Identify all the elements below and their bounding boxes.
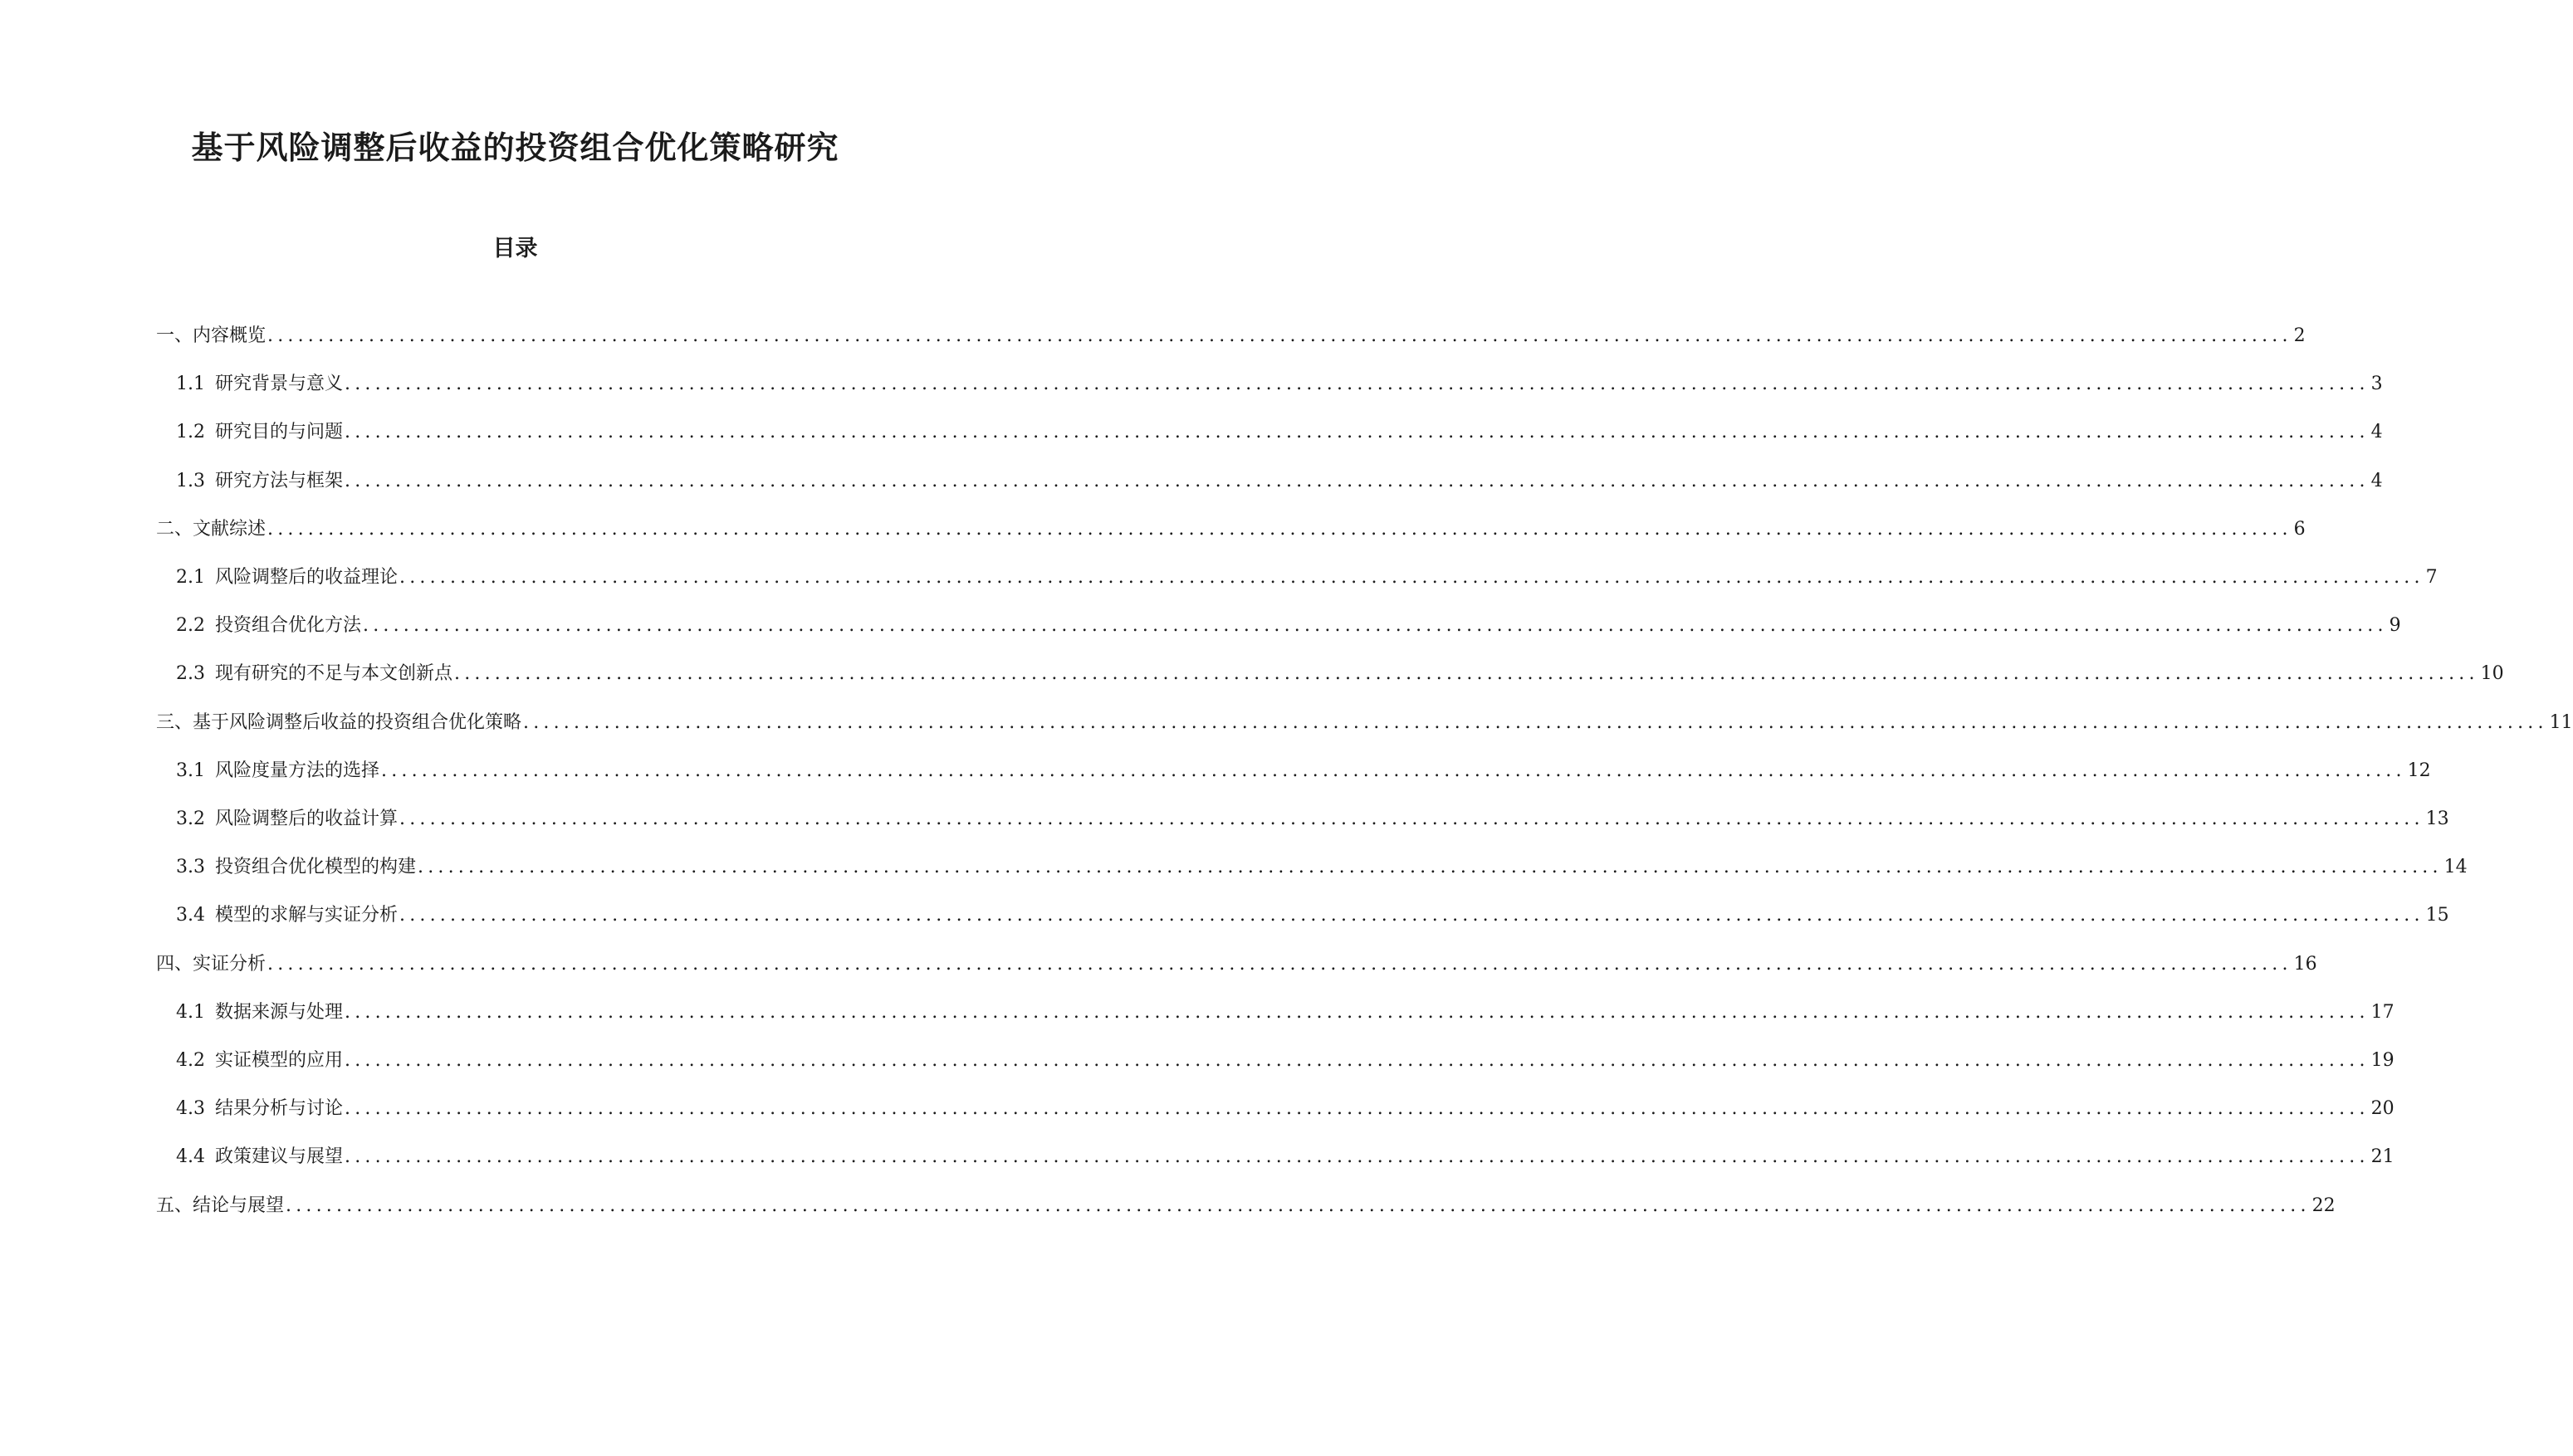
toc-entry-number: 1.2 — [176, 422, 205, 443]
toc-dot-leader: ........................................................................................................................................................................................................ — [345, 374, 2370, 395]
toc-entry-title: 研究背景与意义 — [215, 374, 344, 395]
toc-entry[interactable] — [176, 803, 2449, 836]
toc-dot-leader: ........................................................................................................................................................................................................ — [345, 1098, 2370, 1120]
toc-entry-label — [176, 1092, 343, 1126]
toc-entry[interactable] — [176, 1141, 2394, 1174]
toc-page-number: 21 — [2370, 1146, 2394, 1168]
toc-entry-title: 研究目的与问题 — [215, 422, 344, 443]
toc-entry-label — [156, 948, 266, 981]
toc-page-number: 19 — [2370, 1050, 2394, 1071]
toc-entry-title: 基于风险调整后收益的投资组合优化策略 — [193, 711, 522, 733]
toc-entry-title: 结果分析与讨论 — [215, 1098, 344, 1120]
toc-page-number: 3 — [2370, 374, 2383, 395]
toc-entry-label — [176, 465, 343, 498]
toc-entry-number: 1.3 — [176, 470, 205, 491]
toc-dot-leader: ........................................................................................................................................................................................................ — [267, 325, 2292, 346]
toc-entry[interactable] — [176, 609, 2401, 642]
toc-dot-leader: ........................................................................................................................................................................................................ — [399, 567, 2424, 588]
toc-entry[interactable] — [176, 899, 2449, 932]
toc-page-number: 22 — [2311, 1195, 2336, 1216]
toc-entry-label — [176, 803, 398, 836]
toc-page-number: 9 — [2389, 615, 2401, 637]
toc-dot-leader: ........................................................................................................................................................................................................ — [454, 663, 2479, 685]
toc-entry-label — [176, 657, 452, 691]
toc-entry-title: 实证模型的应用 — [215, 1050, 344, 1071]
toc-dot-leader: ........................................................................................................................................................................................................ — [345, 1001, 2370, 1023]
toc-entry-title: 投资组合优化模型的构建 — [215, 857, 417, 878]
toc-entry-label — [176, 996, 343, 1029]
toc-entry-label — [156, 706, 521, 740]
toc-entry-number: 2.1 — [176, 567, 205, 588]
toc-entry-number: 四、 — [156, 953, 193, 975]
toc-entry-number: 一、 — [156, 325, 193, 346]
toc-entry-title: 数据来源与处理 — [215, 1001, 344, 1023]
toc-entry-title: 结论与展望 — [193, 1195, 285, 1216]
toc-dot-leader: ........................................................................................................................................................................................................ — [399, 809, 2424, 829]
toc-page-number: 16 — [2293, 953, 2317, 975]
toc-entry[interactable] — [176, 851, 2468, 884]
toc-entry-number: 3.3 — [176, 857, 205, 878]
toc-page-number: 4 — [2370, 470, 2383, 491]
toc-entry-title: 文献综述 — [193, 518, 267, 540]
toc-dot-leader: ........................................................................................................................................................................................................ — [381, 760, 2406, 781]
toc-entry[interactable] — [176, 657, 2504, 691]
toc-entry[interactable] — [176, 1044, 2394, 1077]
toc-entry-label — [176, 1044, 343, 1077]
toc-entry-number: 1.1 — [176, 374, 205, 395]
toc-page-number: 17 — [2370, 1001, 2394, 1023]
toc-entry-number: 4.4 — [176, 1146, 205, 1168]
toc-entry[interactable] — [176, 1092, 2394, 1126]
toc-entry-number: 4.1 — [176, 1001, 205, 1023]
toc-page-number: 14 — [2443, 857, 2468, 878]
toc-entry-title: 研究方法与框架 — [215, 470, 344, 491]
toc-entry-number: 五、 — [156, 1195, 193, 1216]
toc-page-number: 15 — [2425, 905, 2449, 926]
toc-dot-leader: ........................................................................................................................................................................................................ — [345, 1146, 2370, 1168]
toc-page-number: 12 — [2407, 760, 2431, 781]
toc-entry[interactable] — [156, 513, 2306, 546]
toc-entry-title: 政策建议与展望 — [215, 1146, 344, 1168]
toc-entry-label — [176, 899, 398, 932]
toc-entry-label — [176, 561, 398, 594]
toc-entry[interactable] — [176, 755, 2431, 788]
toc-entry-number: 4.3 — [176, 1098, 205, 1120]
document-title: 基于风险调整后收益的投资组合优化策略研究 — [191, 129, 839, 166]
toc-entry-number: 三、 — [156, 711, 193, 733]
toc-entry-number: 3.1 — [176, 760, 205, 781]
toc-entry-title: 风险调整后的收益计算 — [215, 809, 399, 829]
toc-page-number: 13 — [2425, 809, 2449, 829]
toc-entry[interactable] — [156, 1190, 2336, 1223]
toc-entry-title: 实证分析 — [193, 953, 267, 975]
toc-entry-number: 4.2 — [176, 1050, 205, 1071]
toc-entry-label — [156, 1190, 284, 1223]
toc-entry-number: 2.2 — [176, 615, 205, 637]
toc-entry-label — [176, 609, 361, 642]
toc-entry-number: 2.3 — [176, 663, 205, 685]
toc-page-number: 6 — [2293, 518, 2306, 540]
toc-entry-label — [176, 368, 343, 401]
toc-page-number: 10 — [2480, 663, 2504, 685]
toc-dot-leader: ........................................................................................................................................................................................................ — [267, 953, 2292, 975]
toc-page-number: 4 — [2370, 422, 2383, 443]
toc-entry-title: 风险调整后的收益理论 — [215, 567, 399, 588]
toc-entry[interactable] — [156, 706, 2573, 740]
toc-dot-leader: ........................................................................................................................................................................................................ — [345, 1050, 2370, 1071]
toc-page-number: 20 — [2370, 1098, 2394, 1120]
toc-dot-leader: ........................................................................................................................................................................................................ — [286, 1195, 2311, 1216]
toc-page-number: 2 — [2293, 325, 2306, 346]
toc-dot-leader: ........................................................................................................................................................................................................ — [345, 470, 2370, 491]
toc-entry-label — [176, 755, 379, 788]
toc-entry-label — [156, 513, 266, 546]
toc-entry-label — [176, 851, 416, 884]
toc-entry-title: 现有研究的不足与本文创新点 — [215, 663, 453, 685]
toc-dot-leader: ........................................................................................................................................................................................................ — [267, 518, 2292, 540]
toc-entry-number: 3.4 — [176, 905, 205, 926]
toc-entry-label — [176, 1141, 343, 1174]
toc-dot-leader: ........................................................................................................................................................................................................ — [399, 905, 2424, 926]
toc-page-number: 7 — [2425, 567, 2438, 588]
toc-entry[interactable] — [176, 996, 2394, 1029]
toc-dot-leader: ........................................................................................................................................................................................................ — [363, 615, 2388, 637]
toc-dot-leader: ........................................................................................................................................................................................................ — [418, 857, 2443, 878]
toc-entry[interactable] — [156, 948, 2317, 981]
toc-entry-label — [176, 416, 343, 449]
toc-entry[interactable] — [176, 368, 2383, 401]
toc-dot-leader: ........................................................................................................................................................................................................ — [345, 422, 2370, 443]
toc-heading: 目录 — [492, 236, 538, 261]
toc-entry-title: 模型的求解与实证分析 — [215, 905, 399, 926]
toc-dot-leader: ........................................................................................................................................................................................................ — [523, 711, 2548, 733]
toc-entry[interactable] — [176, 561, 2438, 594]
toc-entry-title: 内容概览 — [193, 325, 267, 346]
toc-entry[interactable] — [156, 320, 2306, 353]
toc-entry-title: 风险度量方法的选择 — [215, 760, 380, 781]
toc-entry-number: 二、 — [156, 518, 193, 540]
toc-entry[interactable] — [176, 465, 2383, 498]
toc-entry-title: 投资组合优化方法 — [215, 615, 362, 637]
toc-entry[interactable] — [176, 416, 2383, 449]
toc-page-number: 11 — [2549, 711, 2573, 733]
toc-entry-number: 3.2 — [176, 809, 205, 829]
toc-entry-label — [156, 320, 266, 353]
